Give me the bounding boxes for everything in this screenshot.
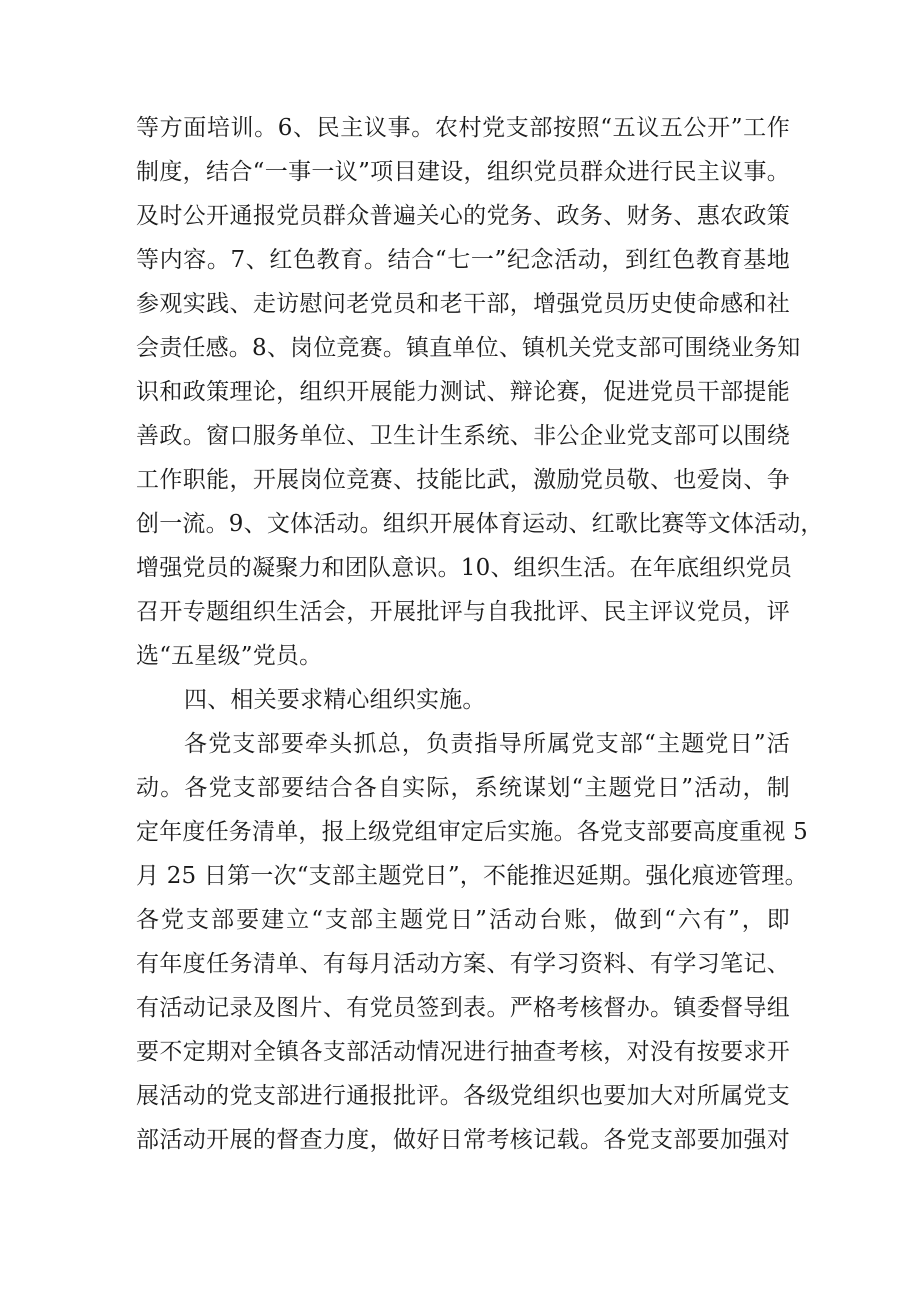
text-line: 增强党员的凝聚力和团队意识。10、组织生活。在年底组织党员 xyxy=(136,555,793,581)
text-line: 识和政策理论，组织开展能力测试、辩论赛，促进党员干部提能 xyxy=(136,379,790,405)
text-line: 及时公开通报党员群众普遍关心的党务、政务、财务、惠农政策 xyxy=(136,203,790,229)
text-line: 选“五星级”党员。 xyxy=(136,643,323,669)
text-line: 召开专题组织生活会，开展批评与自我批评、民主评议党员，评 xyxy=(136,599,790,625)
text-line: 月 25 日第一次“支部主题党日”，不能推迟延期。强化痕迹管理。 xyxy=(136,863,808,889)
text-line: 工作职能，开展岗位竞赛、技能比武，激励党员敬、也爱岗、争 xyxy=(136,467,790,493)
text-line: 动。各党支部要结合各自实际，系统谋划“主题党日”活动，制 xyxy=(136,775,790,801)
text-line: 定年度任务清单，报上级党组审定后实施。各党支部要高度重视 5 xyxy=(136,819,808,845)
text-line: 各党支部要建立“支部主题党日”活动台账，做到“六有”，即 xyxy=(136,907,790,933)
text-line: 等方面培训。6、民主议事。农村党支部按照“五议五公开”工作 xyxy=(136,115,790,141)
text-line: 各党支部要牵头抓总，负责指导所属党支部“主题党日”活 xyxy=(184,731,790,757)
section-heading: 四、相关要求精心组织实施。 xyxy=(184,687,486,713)
text-line: 展活动的党支部进行通报批评。各级党组织也要加大对所属党支 xyxy=(136,1083,790,1109)
text-line: 部活动开展的督查力度，做好日常考核记载。各党支部要加强对 xyxy=(136,1127,790,1153)
text-line: 会责任感。8、岗位竞赛。镇直单位、镇机关党支部可围绕业务知 xyxy=(136,335,801,361)
text-line: 创一流。9、文体活动。组织开展体育运动、红歌比赛等文体活动， xyxy=(136,511,824,537)
text-line: 参观实践、走访慰问老党员和老干部，增强党员历史使命感和社 xyxy=(136,291,790,317)
text-line: 有年度任务清单、有每月活动方案、有学习资料、有学习笔记、 xyxy=(136,951,790,977)
text-line: 等内容。7、红色教育。结合“七一”纪念活动，到红色教育基地 xyxy=(136,247,790,273)
text-line: 制度，结合“一事一议”项目建设，组织党员群众进行民主议事。 xyxy=(136,159,790,185)
text-line: 要不定期对全镇各支部活动情况进行抽查考核，对没有按要求开 xyxy=(136,1039,790,1065)
text-line: 有活动记录及图片、有党员签到表。严格考核督办。镇委督导组 xyxy=(136,995,790,1021)
text-line: 善政。窗口服务单位、卫生计生系统、非公企业党支部可以围绕 xyxy=(136,423,790,449)
